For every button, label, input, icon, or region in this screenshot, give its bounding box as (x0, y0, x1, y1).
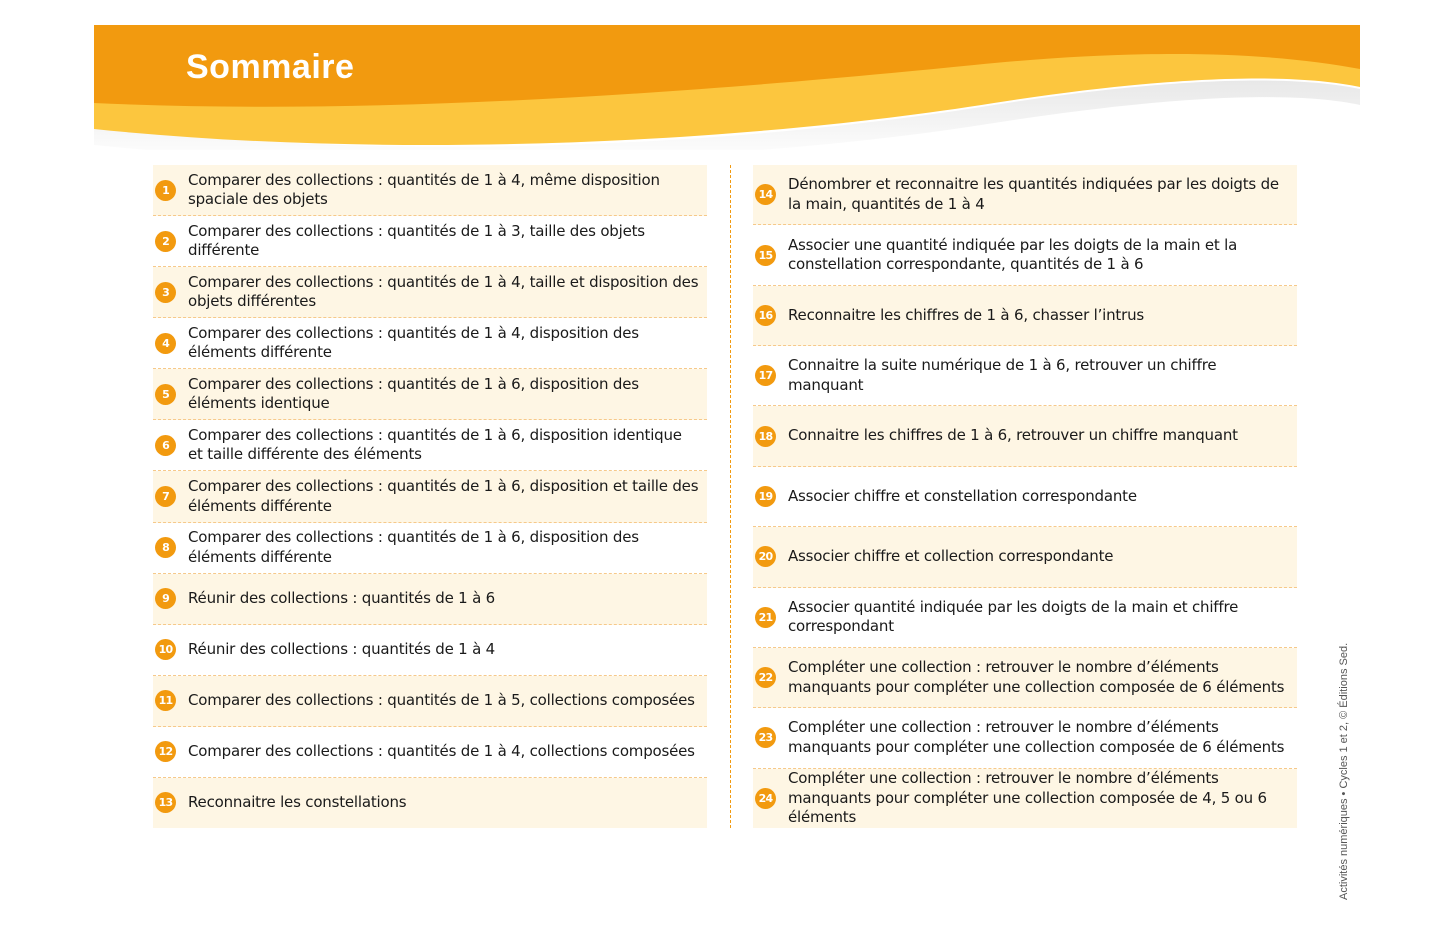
item-label: Dénombrer et reconnaitre les quantités indiquées par les doigts de la main, quantités de 1 à 4 (788, 175, 1279, 213)
summary-item[interactable] (753, 225, 1297, 285)
item-label: Comparer des collections : quantités de 1 à 6, disposition et taille des éléments différente (188, 477, 699, 515)
summary-item[interactable] (153, 318, 707, 369)
summary-item[interactable] (753, 648, 1297, 708)
item-number-badge: 9 (155, 588, 176, 609)
item-label: Compléter une collection : retrouver le nombre d’éléments manquants pour compléter une collection composée de 6 éléments (788, 718, 1285, 756)
item-label: Comparer des collections : quantités de 1 à 4, même disposition spaciale des objets (188, 170, 660, 209)
item-label: Comparer des collections : quantités de 1 à 6, disposition des éléments identique (188, 374, 639, 413)
item-number-badge: 1 (155, 180, 176, 201)
summary-item[interactable] (153, 523, 707, 574)
summary-item[interactable] (753, 527, 1297, 587)
summary-item[interactable] (153, 574, 707, 625)
item-number-badge: 12 (155, 741, 176, 762)
summary-item[interactable] (153, 216, 707, 267)
header-banner (94, 25, 1360, 150)
summary-item[interactable] (153, 165, 707, 216)
summary-item[interactable] (153, 369, 707, 420)
item-number-badge: 11 (155, 690, 176, 711)
item-label: Comparer des collections : quantités de 1 à 6, disposition des éléments différente (188, 528, 639, 566)
left-column (153, 165, 707, 828)
item-label: Comparer des collections : quantités de 1 à 4, taille et disposition des objets différentes (188, 272, 699, 311)
item-label: Connaitre la suite numérique de 1 à 6, retrouver un chiffre manquant (788, 356, 1217, 394)
item-number-badge: 20 (755, 546, 776, 567)
summary-item[interactable] (753, 708, 1297, 768)
item-label: Comparer des collections : quantités de 1 à 6, disposition identique et taille différente des éléments (188, 425, 682, 464)
item-label: Comparer des collections : quantités de 1 à 3, taille des objets différente (188, 221, 645, 260)
item-label: Reconnaitre les constellations (188, 793, 407, 812)
item-number-badge: 17 (755, 365, 776, 386)
item-label: Associer chiffre et collection correspondante (788, 547, 1114, 566)
item-label: Connaitre les chiffres de 1 à 6, retrouver un chiffre manquant (788, 426, 1238, 445)
item-label: Comparer des collections : quantités de 1 à 4, disposition des éléments différente (188, 323, 639, 362)
summary-item[interactable] (153, 267, 707, 318)
item-number-badge: 18 (755, 426, 776, 447)
item-number-badge: 15 (755, 245, 776, 266)
summary-item[interactable] (153, 727, 707, 778)
item-label: Réunir des collections : quantités de 1 à 6 (188, 588, 496, 607)
item-number-badge: 7 (155, 486, 176, 507)
summary-item[interactable] (753, 346, 1297, 406)
summary-item[interactable] (753, 467, 1297, 527)
summary-item[interactable] (153, 625, 707, 676)
summary-item[interactable] (153, 420, 707, 471)
item-number-badge: 13 (155, 792, 176, 813)
item-number-badge: 2 (155, 231, 176, 252)
item-number-badge: 22 (755, 667, 776, 688)
summary-item[interactable] (753, 588, 1297, 648)
item-label: Comparer des collections : quantités de 1 à 5, collections composées (188, 691, 695, 710)
page-title: Sommaire (186, 48, 355, 86)
column-divider (730, 165, 731, 828)
summary-item[interactable] (153, 471, 707, 522)
item-label: Associer chiffre et constellation correspondante (788, 486, 1137, 505)
item-number-badge: 4 (155, 333, 176, 354)
item-label: Comparer des collections : quantités de 1 à 4, collections composées (188, 742, 695, 761)
item-number-badge: 6 (155, 435, 176, 456)
item-number-badge: 10 (155, 639, 176, 660)
item-label: Associer quantité indiquée par les doigts de la main et chiffre correspondant (788, 597, 1239, 636)
copyright-footer: Activités numériques • Cycles 1 et 2, © Éditions Sed. (1338, 642, 1350, 900)
right-column (753, 165, 1297, 828)
item-label: Reconnaitre les chiffres de 1 à 6, chasser l’intrus (788, 305, 1144, 324)
item-label: Compléter une collection : retrouver le nombre d’éléments manquants pour compléter une collection composée de 6 éléments (788, 658, 1285, 696)
summary-item[interactable] (753, 165, 1297, 225)
item-label: Réunir des collections : quantités de 1 à 4 (188, 639, 496, 658)
item-number-badge: 19 (755, 486, 776, 507)
item-label: Compléter une collection : retrouver le nombre d’éléments manquants pour compléter une collection composée de 4, 5 ou 6 éléments (788, 769, 1267, 827)
banner-wave-graphic (94, 25, 1360, 150)
item-number-badge: 3 (155, 282, 176, 303)
item-number-badge: 16 (755, 305, 776, 326)
item-label: Associer une quantité indiquée par les doigts de la main et la constellation correspondante, quantités de 1 à 6 (788, 235, 1238, 274)
item-number-badge: 8 (155, 537, 176, 558)
summary-item[interactable] (753, 286, 1297, 346)
item-number-badge: 24 (755, 788, 776, 809)
summary-item[interactable] (153, 676, 707, 727)
item-number-badge: 23 (755, 727, 776, 748)
item-number-badge: 14 (755, 184, 776, 205)
summary-item[interactable] (753, 406, 1297, 466)
item-number-badge: 21 (755, 607, 776, 628)
summary-item[interactable] (153, 778, 707, 828)
item-number-badge: 5 (155, 384, 176, 405)
summary-item[interactable] (753, 769, 1297, 828)
